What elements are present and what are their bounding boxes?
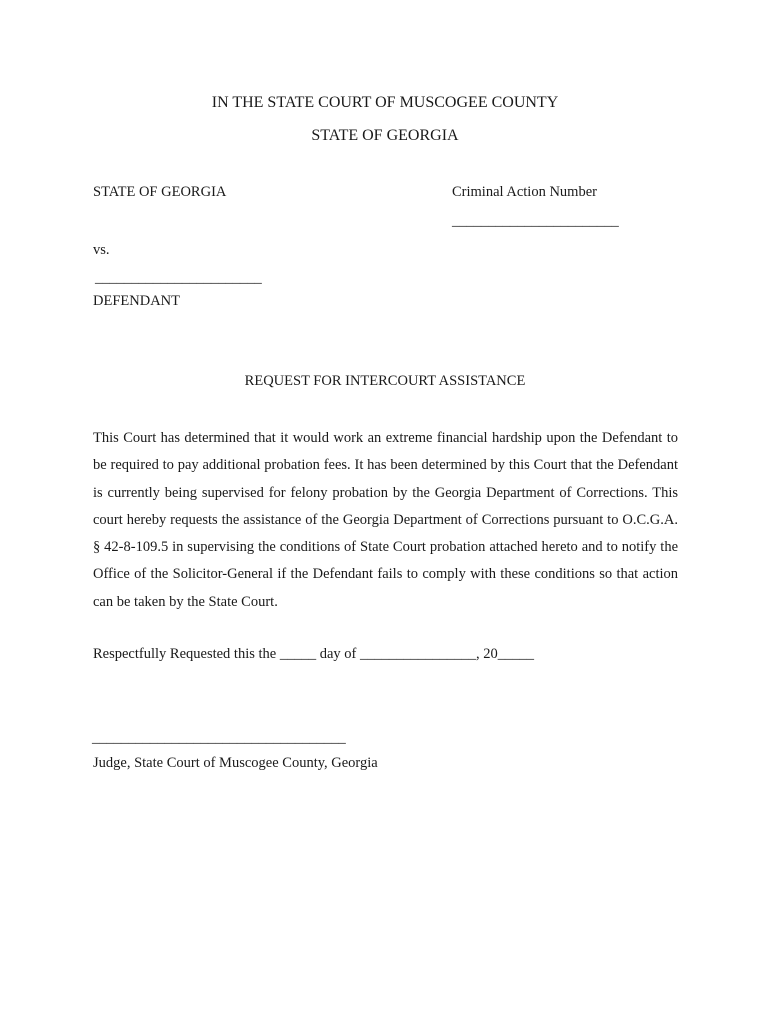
versus-label: vs. (93, 242, 110, 258)
defendant-label: DEFENDANT (93, 293, 180, 309)
signature-line[interactable]: ___________________________________ (92, 730, 346, 746)
defendant-name-field[interactable]: _______________________ (95, 270, 262, 286)
court-title: IN THE STATE COURT OF MUSCOGEE COUNTY (211, 94, 559, 111)
judge-signature-label: Judge, State Court of Muscogee County, Georgia (93, 755, 378, 771)
document-title: REQUEST FOR INTERCOURT ASSISTANCE (244, 373, 526, 389)
plaintiff-name: STATE OF GEORGIA (93, 184, 227, 200)
request-date-line[interactable]: Respectfully Requested this the _____ day of ________________, 20_____ (93, 646, 534, 662)
body-paragraph: This Court has determined that it would work an extreme financial hardship upon the Defendant to be required to pay additional probation fees. It has been determined by this Court that the Defendant is currently being supervised for felony probation by the Georgia Department of Corrections. This court hereby requests the assistance of the Georgia Department of Corrections pursuant to O.C.G.A. § 42-8-109.5 in supervising the conditions of State Court probation attached hereto and to notify the Office of the Solicitor-General if the Defendant fails to comply with these conditions so that action can be taken by the State Court. (93, 430, 678, 610)
case-number-label: Criminal Action Number (452, 184, 597, 200)
case-number-field[interactable]: _______________________ (452, 213, 619, 229)
state-title: STATE OF GEORGIA (311, 127, 459, 144)
